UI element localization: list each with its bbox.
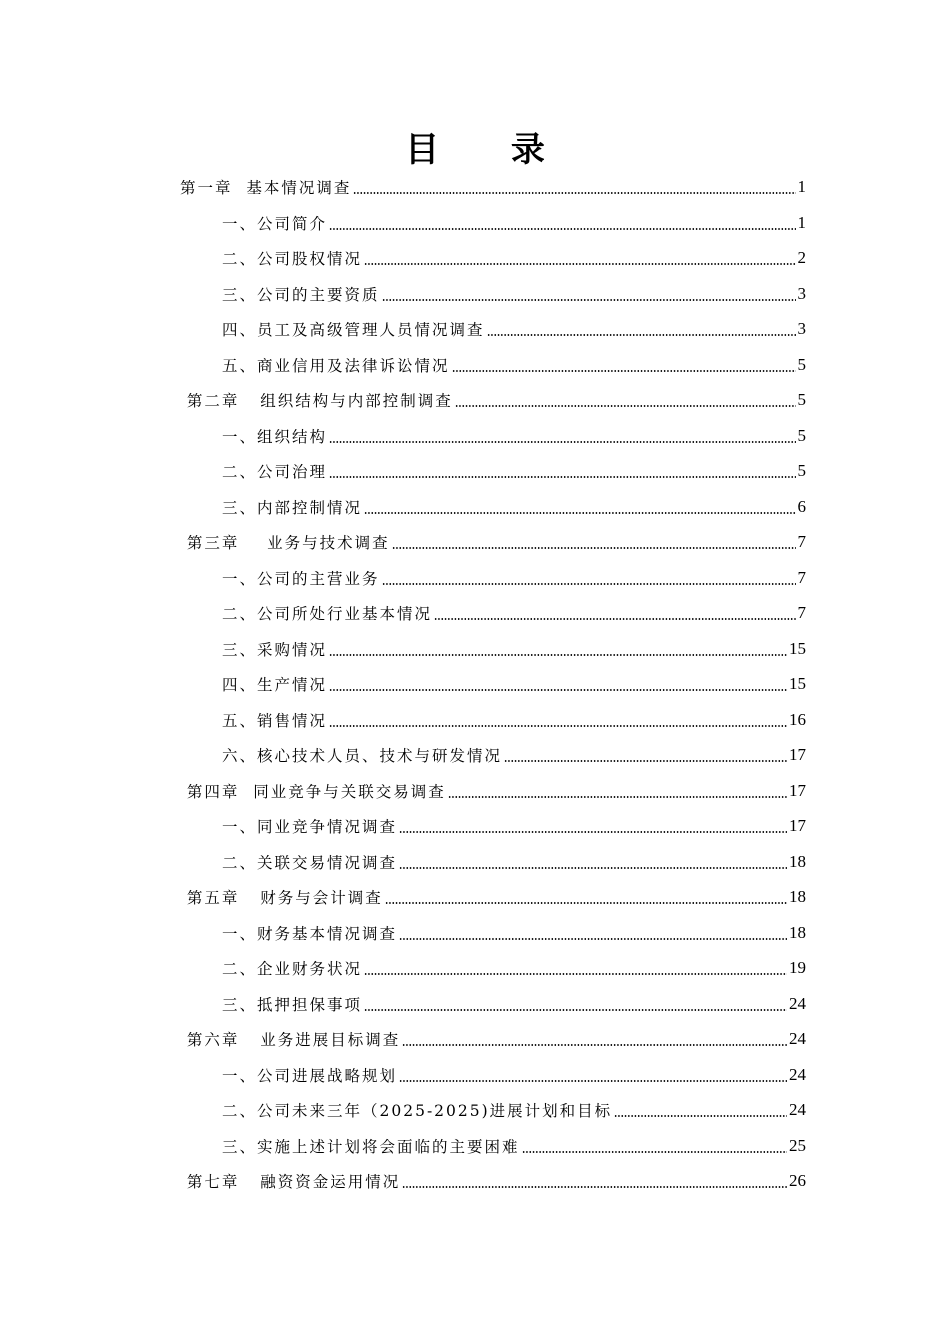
- toc-entry[interactable]: [180, 1021, 806, 1057]
- toc-page-number: 3: [797, 319, 806, 338]
- dot-leader: [399, 867, 787, 869]
- toc-page-number: 5: [797, 390, 806, 409]
- toc-page-number: 1: [797, 212, 806, 232]
- toc-page-number: 16: [789, 709, 806, 729]
- toc-page-number: 15: [789, 674, 806, 693]
- toc-entry[interactable]: [222, 808, 806, 844]
- toc-entry-label: 第四章 同业竞争与关联交易调查: [180, 782, 446, 801]
- toc-page-number: 24: [789, 993, 806, 1013]
- toc-entry[interactable]: [222, 347, 806, 383]
- dot-leader: [382, 299, 796, 301]
- toc-entry-label: 三、实施上述计划将会面临的主要困难: [222, 1137, 520, 1156]
- toc-entry-label: 第二章 组织结构与内部控制调查: [180, 392, 453, 410]
- toc-page-number: 24: [789, 1100, 806, 1119]
- toc-entry-label: 第六章 业务进展目标调查: [180, 1031, 401, 1049]
- toc-entry[interactable]: [222, 631, 806, 667]
- toc-entry[interactable]: [222, 666, 806, 702]
- dot-leader: [402, 1186, 787, 1188]
- toc-entry[interactable]: [180, 1163, 806, 1199]
- toc-entry[interactable]: [180, 879, 806, 915]
- toc-entry-label: 第三章 业务与技术调查: [180, 534, 390, 552]
- toc-entry[interactable]: [222, 311, 806, 347]
- toc-entry-label: 二、企业财务状况: [222, 960, 363, 978]
- toc-entry-label: 一、财务基本情况调查: [222, 924, 398, 943]
- toc-entry[interactable]: [222, 276, 806, 312]
- toc-page-number: 24: [789, 1029, 806, 1048]
- toc-entry[interactable]: [222, 1092, 806, 1128]
- toc-page-number: 18: [789, 922, 806, 942]
- toc-page-number: 15: [789, 638, 806, 658]
- toc-page-number: 24: [789, 1064, 806, 1084]
- toc-entry-label: 六、核心技术人员、技术与研发情况: [222, 747, 503, 765]
- dot-leader: [329, 228, 795, 230]
- toc-entry[interactable]: [222, 1128, 806, 1164]
- dot-leader: [434, 618, 795, 620]
- toc-page-number: 7: [797, 567, 806, 587]
- toc-page-number: 5: [797, 425, 806, 445]
- toc-entry-label: 第五章 财务与会计调查: [180, 889, 383, 907]
- toc-page-number: 17: [789, 780, 806, 800]
- toc-entry[interactable]: [222, 844, 806, 880]
- dot-leader: [392, 547, 796, 549]
- toc-entry[interactable]: [222, 1057, 806, 1093]
- dot-leader: [364, 1009, 787, 1011]
- toc-page-number: 7: [797, 532, 806, 551]
- toc-entry[interactable]: [222, 418, 806, 454]
- toc-entry-label: 一、公司进展战略规划: [222, 1066, 398, 1085]
- dot-leader: [329, 476, 795, 478]
- dot-leader: [329, 689, 787, 691]
- toc-entry-label: 一、同业竞争情况调查: [222, 818, 398, 836]
- toc-entry[interactable]: [222, 595, 806, 631]
- toc-page-number: 19: [789, 958, 806, 977]
- toc-page-number: 1: [797, 177, 806, 196]
- toc-entry[interactable]: [222, 240, 806, 276]
- toc-entry-label: 二、公司股权情况: [222, 250, 363, 268]
- toc-entry[interactable]: [180, 524, 806, 560]
- toc-entry-label: 二、关联交易情况调查: [222, 853, 398, 872]
- toc-page-number: 26: [789, 1171, 806, 1190]
- toc-entry[interactable]: [222, 489, 806, 525]
- toc-page-number: 17: [789, 745, 806, 764]
- toc-entry-label: 二、公司所处行业基本情况: [222, 605, 433, 623]
- toc-page-number: 2: [797, 248, 806, 267]
- page-title: 目 录: [405, 130, 575, 170]
- toc-entry[interactable]: [222, 950, 806, 986]
- dot-leader: [364, 263, 795, 265]
- toc-page-number: 18: [789, 851, 806, 871]
- dot-leader: [455, 405, 796, 407]
- toc-entry[interactable]: [222, 737, 806, 773]
- toc-page-number: 18: [789, 887, 806, 906]
- toc-entry[interactable]: [222, 560, 806, 596]
- dot-leader: [329, 654, 787, 656]
- dot-leader: [399, 831, 787, 833]
- dot-leader: [329, 441, 795, 443]
- toc-page-number: 5: [797, 354, 806, 374]
- dot-leader: [385, 902, 787, 904]
- toc-entry-label: 第七章 融资资金运用情况: [180, 1173, 401, 1191]
- dot-leader: [364, 973, 787, 975]
- dot-leader: [487, 334, 796, 336]
- dot-leader: [522, 1151, 787, 1153]
- toc-entry-label: 一、公司的主营业务: [222, 569, 380, 588]
- dot-leader: [382, 583, 796, 585]
- toc-entry-label: 五、商业信用及法律诉讼情况: [222, 356, 450, 375]
- toc-entry-label: 四、员工及高级管理人员情况调查: [222, 321, 485, 339]
- dot-leader: [353, 192, 795, 194]
- toc-page-number: 17: [789, 816, 806, 835]
- toc-entry[interactable]: [222, 986, 806, 1022]
- toc-entry[interactable]: [180, 382, 806, 418]
- toc-entry-label: 三、抵押担保事项: [222, 995, 363, 1014]
- toc-entry[interactable]: [222, 453, 806, 489]
- toc-entry-label: 五、销售情况: [222, 711, 328, 730]
- toc-entry-label: 一、组织结构: [222, 427, 328, 446]
- dot-leader: [399, 1080, 787, 1082]
- toc-entry-label: 第一章 基本情况调查: [180, 179, 352, 197]
- dot-leader: [614, 1115, 787, 1117]
- toc-entry-label: 二、公司未来三年（2025-2025)进展计划和目标: [222, 1102, 613, 1120]
- dot-leader: [452, 370, 796, 372]
- toc-page-number: 25: [789, 1135, 806, 1155]
- toc-page-number: 5: [797, 461, 806, 480]
- toc-page-number: 3: [797, 283, 806, 303]
- dot-leader: [504, 760, 787, 762]
- toc-entry[interactable]: [222, 915, 806, 951]
- dot-leader: [399, 938, 787, 940]
- dot-leader: [329, 725, 787, 727]
- toc-page-number: 6: [797, 496, 806, 516]
- toc-entry[interactable]: [180, 773, 806, 809]
- toc-entry-label: 一、公司简介: [222, 214, 328, 233]
- toc-page-number: 7: [797, 603, 806, 622]
- toc-entry-label: 三、公司的主要资质: [222, 285, 380, 304]
- toc-entry[interactable]: [222, 205, 806, 241]
- toc-entry-label: 四、生产情况: [222, 676, 328, 694]
- toc-entry-label: 三、内部控制情况: [222, 498, 363, 517]
- dot-leader: [402, 1044, 787, 1046]
- toc-entry-label: 三、采购情况: [222, 640, 328, 659]
- dot-leader: [364, 512, 795, 514]
- toc-entry[interactable]: [180, 169, 806, 205]
- toc-entry[interactable]: [222, 702, 806, 738]
- dot-leader: [448, 796, 787, 798]
- toc-entry-label: 二、公司治理: [222, 463, 328, 481]
